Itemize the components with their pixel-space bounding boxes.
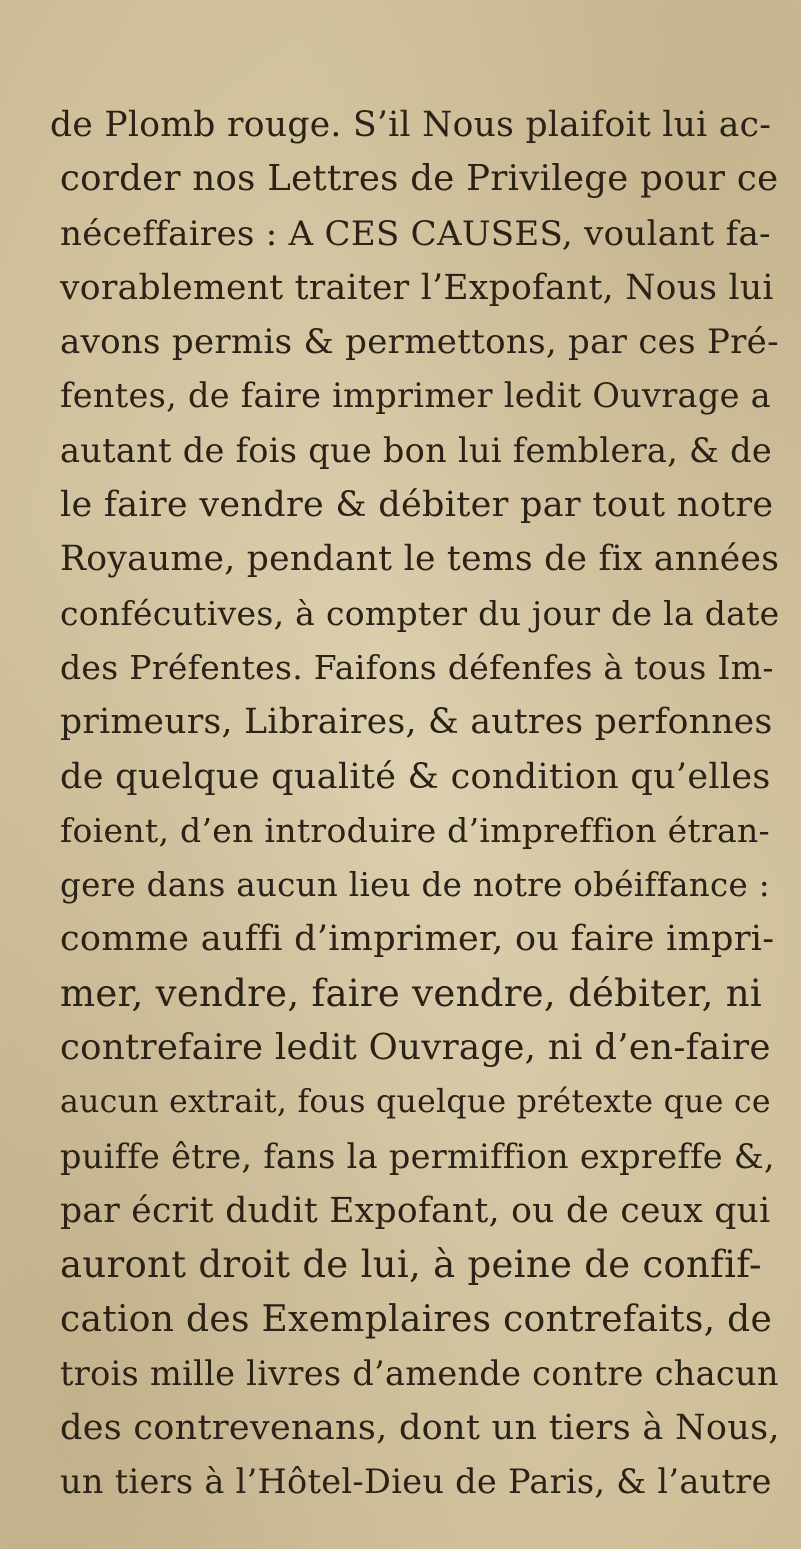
text-line: foient, d’en introduire d’impreffion étran- [60,810,771,850]
text-line: cation des Exemplaires contrefaits, de [60,1298,773,1340]
text-line: des contrevenans, dont un tiers à Nous, [60,1408,780,1449]
text-line: contrefaire ledit Ouvrage, ni d’en-faire [60,1027,771,1069]
text-line: trois mille livres d’amende contre chacun [60,1353,779,1393]
text-line: Royaume, pendant le tems de fix années [60,539,780,580]
text-line: vorablement traiter l’Expofant, Nous lui [60,267,774,308]
text-line: de quelque qualité & condition qu’elles [60,756,771,797]
text-line: puiffe être, fans la permiffion expreffe &, [60,1136,775,1176]
text-line: confécutives, à compter du jour de la date [60,593,780,633]
text-line: des Préfentes. Faifons défenfes à tous Im- [60,647,774,687]
body-text [50,98,780,1510]
text-line: le faire vendre & débiter par tout notre [60,485,774,526]
text-line: un tiers à l’Hôtel-Dieu de Paris, & l’autre [60,1462,772,1502]
text-line: aucun extrait, fous quelque prétexte que ce [60,1084,771,1121]
text-line: par écrit dudit Expofant, ou de ceux qui [60,1190,771,1231]
text-line: comme auffi d’imprimer, ou faire impri- [60,919,775,960]
text-line: néceffaires : A CES CAUSES, voulant fa- [60,213,771,254]
text-line: mer, vendre, faire vendre, débiter, ni [60,971,762,1015]
text-line: auront droit de lui, à peine de confif- [60,1243,762,1287]
text-line: fentes, de faire imprimer ledit Ouvrage a [60,376,771,416]
text-line: de Plomb rouge. S’il Nous plaifoit lui ac- [50,105,772,145]
text-line: autant de fois que bon lui femblera, & de [60,430,772,470]
text-line: primeurs, Libraires, & autres perfonnes [60,702,773,743]
text-line: avons permis & permettons, par ces Pré- [60,322,779,363]
text-line: gere dans aucun lieu de notre obéiffance : [60,866,770,905]
text-line: corder nos Lettres de Privilege pour ce [60,158,779,200]
